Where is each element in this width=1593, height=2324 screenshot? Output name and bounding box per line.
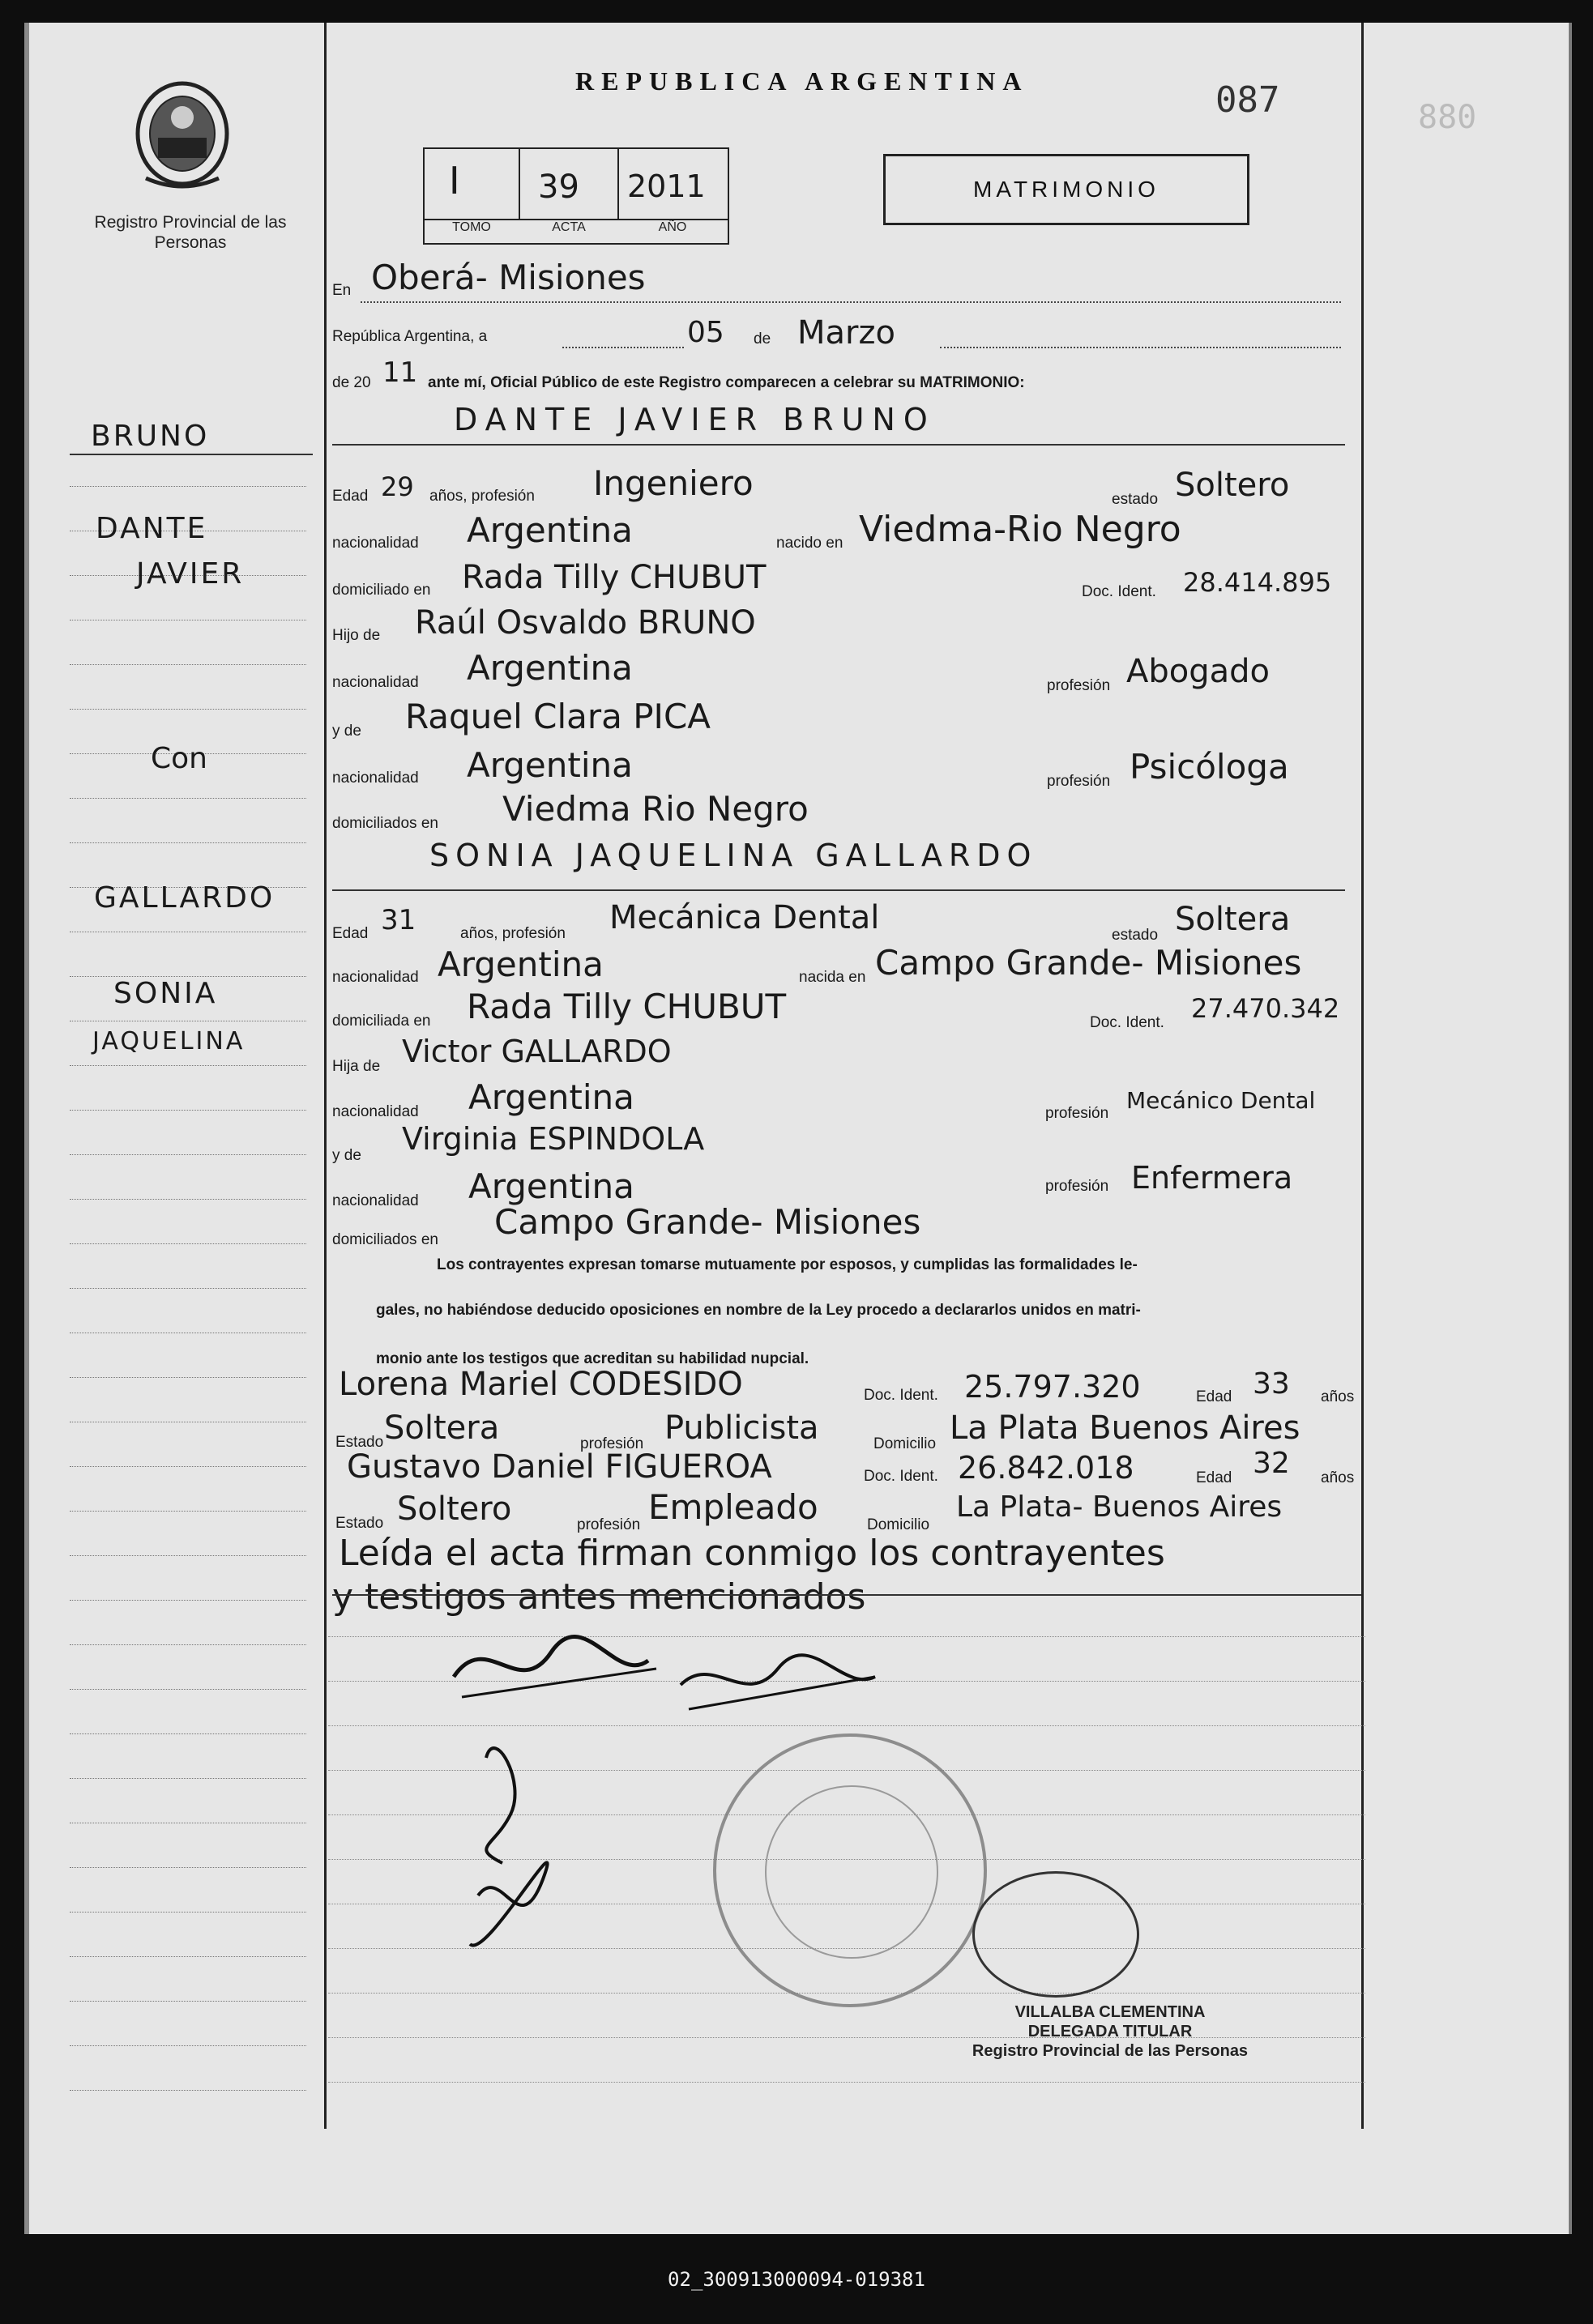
year-suffix: 11 bbox=[382, 356, 418, 389]
witness-1-dom-label: Domicilio bbox=[873, 1435, 937, 1452]
groom-domicilio: Rada Tilly CHUBUT bbox=[462, 559, 767, 596]
registry-name: Registro Provincial de las Personas bbox=[94, 213, 287, 252]
scan-footer-id: 02_300913000094-019381 bbox=[668, 2268, 925, 2291]
groom-edad-label: Edad bbox=[332, 488, 369, 505]
bride-edad-label: Edad bbox=[332, 925, 369, 942]
bride-parents-dom-label: domiciliados en bbox=[332, 1231, 438, 1248]
groom-full-name: DANTE JAVIER BRUNO bbox=[454, 402, 936, 437]
groom-mother-prof: Psicóloga bbox=[1130, 747, 1289, 787]
city-value: Oberá- Misiones bbox=[371, 258, 646, 297]
ruled-line bbox=[70, 709, 306, 710]
de-label: de bbox=[754, 330, 771, 348]
bride-mother-nac-label: nacionalidad bbox=[332, 1192, 419, 1209]
bride-mother-nac: Argentina bbox=[468, 1166, 634, 1206]
bride-nacida: Campo Grande- Misiones bbox=[875, 943, 1302, 983]
ruled-line bbox=[70, 1199, 306, 1200]
ruled-line bbox=[70, 1154, 306, 1155]
margin-rule bbox=[324, 23, 327, 2129]
witness-1-name: Lorena Mariel CODESIDO bbox=[339, 1366, 743, 1403]
witness-1-doc-label: Doc. Ident. bbox=[864, 1387, 938, 1404]
acta-label: ACTA bbox=[552, 220, 586, 234]
comparecen-text: ante mí, Oficial Público de este Registro comparecen a celebrar su MATRIMONIO: bbox=[428, 374, 1025, 391]
witness-1-edad-label: Edad bbox=[1196, 1388, 1232, 1405]
acta-value: 39 bbox=[538, 168, 579, 206]
bride-nacionalidad-label: nacionalidad bbox=[332, 969, 419, 986]
margin-surname-1: BRUNO bbox=[91, 420, 210, 453]
bride-profesion-label: años, profesión bbox=[460, 925, 566, 942]
bride-father-nac: Argentina bbox=[468, 1077, 634, 1117]
groom-estado: Soltero bbox=[1175, 467, 1290, 504]
groom-mother: Raquel Clara PICA bbox=[405, 697, 711, 736]
bride-nacionalidad: Argentina bbox=[438, 945, 604, 984]
act-type-box: MATRIMONIO bbox=[883, 154, 1249, 225]
witness-2-prof: Empleado bbox=[648, 1487, 818, 1527]
month-value: Marzo bbox=[797, 314, 895, 352]
ruled-line bbox=[70, 1511, 306, 1512]
groom-domicilio-label: domiciliado en bbox=[332, 582, 431, 599]
official-signature bbox=[972, 1871, 1139, 1998]
bride-hija-label: Hija de bbox=[332, 1058, 381, 1075]
day-value: 05 bbox=[687, 316, 724, 349]
ruled-line bbox=[70, 1644, 306, 1645]
witness-2-anios-label: años bbox=[1321, 1469, 1355, 1486]
groom-mother-nac-label: nacionalidad bbox=[332, 770, 419, 787]
ruled-line bbox=[70, 2045, 306, 2046]
margin-name-2-line-1: SONIA bbox=[113, 977, 218, 1010]
faint-page-number: 880 bbox=[1418, 99, 1477, 136]
ruled-line bbox=[70, 1243, 306, 1244]
bride-father: Victor GALLARDO bbox=[402, 1034, 672, 1069]
witness-2-dom-label: Domicilio bbox=[867, 1516, 930, 1533]
declaration-line-1: Los contrayentes expresan tomarse mutuamente por esposos, y cumplidas las formalidades le- bbox=[437, 1256, 1138, 1273]
year-prefix: de 20 bbox=[332, 374, 371, 391]
bride-edad: 31 bbox=[381, 904, 416, 936]
right-rule bbox=[1361, 23, 1364, 2129]
witness-2-dom: La Plata- Buenos Aires bbox=[956, 1490, 1283, 1524]
witness-1-dom: La Plata Buenos Aires bbox=[950, 1409, 1300, 1447]
coat-of-arms-icon bbox=[130, 73, 235, 194]
margin-name-1-line-2: JAVIER bbox=[136, 557, 245, 591]
ruled-line bbox=[70, 1065, 306, 1066]
witness-2-estado: Soltero bbox=[397, 1490, 512, 1528]
ruled-line bbox=[70, 1778, 306, 1779]
bride-mother-prof: Enfermera bbox=[1131, 1160, 1293, 1196]
groom-parents-dom-label: domiciliados en bbox=[332, 815, 438, 832]
groom-nacionalidad: Argentina bbox=[467, 510, 633, 550]
groom-hijo-label: Hijo de bbox=[332, 627, 381, 644]
groom-nacido-label: nacido en bbox=[776, 535, 843, 552]
witness-1-edad: 33 bbox=[1253, 1367, 1290, 1401]
ruled-line bbox=[70, 2001, 306, 2002]
groom-father-prof-label: profesión bbox=[1047, 677, 1111, 694]
bride-father-prof: Mecánico Dental bbox=[1126, 1087, 1316, 1114]
witness-2-edad-label: Edad bbox=[1196, 1469, 1232, 1486]
official-name: VILLALBA CLEMENTINA bbox=[1014, 2003, 1206, 2021]
ruled-line bbox=[70, 1466, 306, 1467]
ruled-line bbox=[70, 1689, 306, 1690]
bride-father-prof-label: profesión bbox=[1045, 1105, 1109, 1122]
groom-parents-dom: Viedma Rio Negro bbox=[502, 789, 809, 829]
groom-father-prof: Abogado bbox=[1126, 653, 1270, 690]
margin-surname-2: GALLARDO bbox=[94, 881, 275, 915]
bride-domicilio: Rada Tilly CHUBUT bbox=[467, 987, 787, 1026]
groom-father-nac-label: nacionalidad bbox=[332, 674, 419, 691]
witness-2-name: Gustavo Daniel FIGUEROA bbox=[347, 1448, 772, 1486]
tomo-label: TOMO bbox=[452, 220, 491, 234]
official-stamp bbox=[713, 1733, 987, 2007]
ruled-line bbox=[70, 1377, 306, 1378]
ruled-line bbox=[70, 486, 306, 487]
margin-con: Con bbox=[151, 742, 207, 775]
ruled-line bbox=[70, 1555, 306, 1556]
groom-nacionalidad-label: nacionalidad bbox=[332, 535, 419, 552]
groom-edad: 29 bbox=[381, 471, 414, 502]
groom-yde-label: y de bbox=[332, 723, 361, 740]
country-title: REPUBLICA ARGENTINA bbox=[575, 66, 1029, 96]
groom-profesion: Ingeniero bbox=[593, 463, 754, 503]
record-reference-box bbox=[423, 147, 729, 245]
witness-1-estado: Soltera bbox=[384, 1409, 500, 1447]
groom-nacido: Viedma-Rio Negro bbox=[859, 509, 1181, 550]
official-block bbox=[964, 2002, 1256, 2061]
ruled-line bbox=[70, 664, 306, 665]
bride-doc: 27.470.342 bbox=[1191, 993, 1340, 1024]
bride-mother: Virginia ESPINDOLA bbox=[402, 1121, 705, 1157]
margin-name-2-line-2: JAQUELINA bbox=[92, 1027, 246, 1055]
witness-2-doc-label: Doc. Ident. bbox=[864, 1468, 938, 1485]
en-label: En bbox=[332, 282, 352, 299]
anio-label: AÑO bbox=[658, 220, 687, 234]
witness-1-estado-label: Estado bbox=[335, 1434, 384, 1451]
official-title: DELEGADA TITULAR bbox=[1027, 2023, 1193, 2040]
ruled-line bbox=[70, 1912, 306, 1913]
witness-1-doc: 25.797.320 bbox=[964, 1369, 1141, 1405]
ruled-line bbox=[70, 842, 306, 843]
ruled-line bbox=[70, 1110, 306, 1111]
witness-2-prof-label: profesión bbox=[577, 1516, 641, 1533]
witness-2-edad: 32 bbox=[1253, 1447, 1290, 1480]
bride-full-name: SONIA JAQUELINA GALLARDO bbox=[429, 838, 1038, 873]
groom-mother-prof-label: profesión bbox=[1047, 773, 1111, 790]
bride-profesion: Mecánica Dental bbox=[609, 899, 880, 936]
witness-1-anios-label: años bbox=[1321, 1388, 1355, 1405]
bride-yde-label: y de bbox=[332, 1147, 361, 1164]
bride-estado-label: estado bbox=[1112, 927, 1159, 944]
ruled-line bbox=[70, 1956, 306, 1957]
tomo-value: I bbox=[449, 159, 460, 203]
closing-line-2: y testigos antes mencionados bbox=[332, 1576, 866, 1618]
witness-1-prof: Publicista bbox=[664, 1409, 819, 1447]
page-number: 087 bbox=[1215, 79, 1280, 121]
ruled-line bbox=[70, 2090, 306, 2091]
groom-estado-label: estado bbox=[1112, 491, 1159, 508]
witness-2-estado-label: Estado bbox=[335, 1515, 384, 1532]
republica-label: República Argentina, a bbox=[332, 328, 488, 345]
ruled-line bbox=[70, 1733, 306, 1734]
ruled-line bbox=[70, 1288, 306, 1289]
ruled-line bbox=[70, 798, 306, 799]
groom-father-nac: Argentina bbox=[467, 648, 633, 688]
ruled-line bbox=[70, 1867, 306, 1868]
groom-doc: 28.414.895 bbox=[1183, 567, 1332, 598]
groom-mother-nac: Argentina bbox=[467, 745, 633, 785]
bride-doc-label: Doc. Ident. bbox=[1090, 1014, 1164, 1031]
ruled-line bbox=[70, 1600, 306, 1601]
bride-estado: Soltera bbox=[1175, 901, 1291, 938]
bride-father-nac-label: nacionalidad bbox=[332, 1103, 419, 1120]
anio-value: 2011 bbox=[627, 168, 706, 204]
ruled-line bbox=[328, 2082, 1365, 2083]
groom-father: Raúl Osvaldo BRUNO bbox=[415, 604, 756, 642]
margin-name-1-line-1: DANTE bbox=[96, 512, 208, 545]
witness-2-doc: 26.842.018 bbox=[958, 1450, 1134, 1486]
bride-parents-dom: Campo Grande- Misiones bbox=[494, 1202, 921, 1242]
bride-mother-prof-label: profesión bbox=[1045, 1178, 1109, 1195]
declaration-line-3: monio ante los testigos que acreditan su habilidad nupcial. bbox=[376, 1350, 809, 1367]
bride-domicilio-label: domiciliada en bbox=[332, 1013, 431, 1030]
closing-line-1: Leída el acta firman conmigo los contrayentes bbox=[339, 1533, 1165, 1574]
witness-1-prof-label: profesión bbox=[580, 1435, 644, 1452]
groom-profesion-label: años, profesión bbox=[429, 488, 535, 505]
groom-doc-label: Doc. Ident. bbox=[1082, 583, 1156, 600]
declaration-line-2: gales, no habiéndose deducido oposiciones en nombre de la Ley procedo a declararlos unidos en matri- bbox=[376, 1302, 1141, 1319]
official-office: Registro Provincial de las Personas bbox=[972, 2042, 1249, 2060]
bride-nacida-label: nacida en bbox=[799, 969, 866, 986]
